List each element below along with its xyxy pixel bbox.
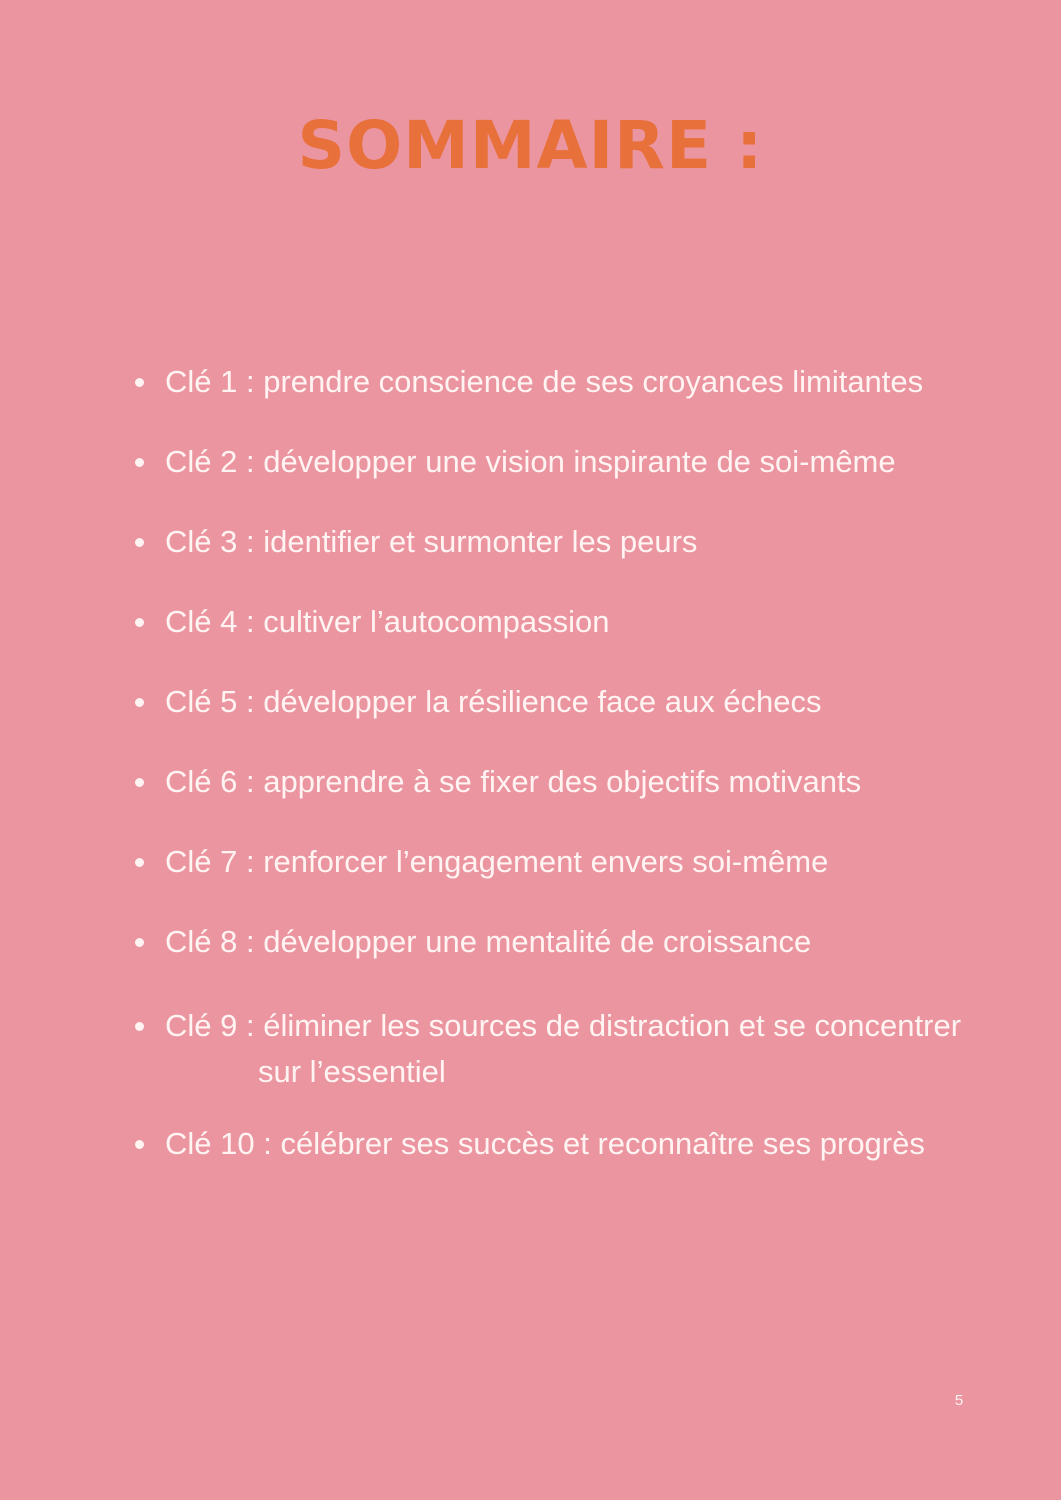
page-number: 5 — [954, 1392, 964, 1409]
toc-item-text: Clé 5 : développer la résilience face aux échecs — [165, 684, 822, 719]
bullet-icon — [135, 858, 144, 867]
bullet-icon — [135, 618, 144, 627]
bullet-icon — [135, 538, 144, 547]
toc-item-text: Clé 10 : célébrer ses succès et reconnaître ses progrès — [165, 1126, 925, 1161]
toc-item-text: Clé 4 : cultiver l’autocompassion — [165, 604, 610, 639]
toc-item-text: Clé 6 : apprendre à se fixer des objectifs motivants — [165, 764, 862, 799]
bullet-icon — [135, 938, 144, 947]
bullet-icon — [135, 1022, 144, 1031]
toc-item-continuation: sur l’essentiel — [258, 1054, 446, 1089]
toc-item-text: Clé 9 : éliminer les sources de distraction et se concentrer — [165, 1008, 962, 1043]
bullet-icon — [135, 698, 144, 707]
toc-item-text: Clé 2 : développer une vision inspirante de soi-même — [165, 444, 896, 479]
bullet-icon — [135, 778, 144, 787]
bullet-icon — [135, 1140, 144, 1149]
bullet-icon — [135, 458, 144, 467]
toc-item-text: Clé 3 : identifier et surmonter les peurs — [165, 524, 698, 559]
page-title: SOMMAIRE : — [297, 107, 764, 184]
toc-item-text: Clé 1 : prendre conscience de ses croyances limitantes — [165, 364, 924, 399]
toc-item-text: Clé 7 : renforcer l’engagement envers soi-même — [165, 844, 829, 879]
toc-item-text: Clé 8 : développer une mentalité de croissance — [165, 924, 812, 959]
bullet-icon — [135, 378, 144, 387]
